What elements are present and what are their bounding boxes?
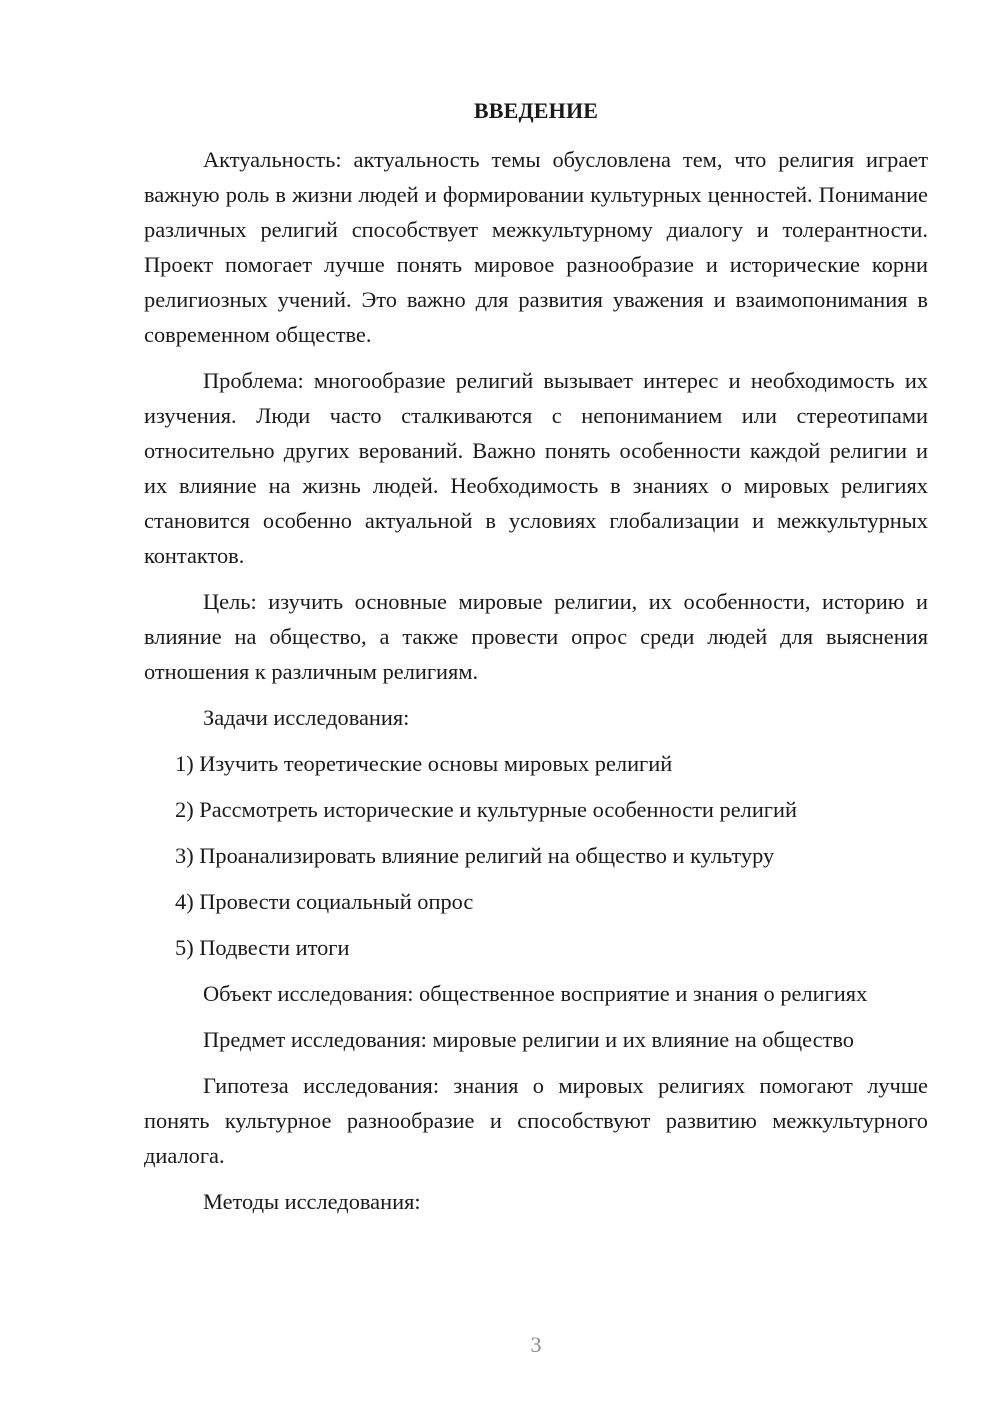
paragraph-object: Объект исследования: общественное восприятие и знания о религиях — [203, 981, 868, 1006]
page-number: 3 — [530, 1332, 542, 1357]
paragraph-methods: Методы исследования: — [203, 1189, 421, 1214]
body-text — [144, 142, 928, 1230]
paragraph-goal: Цель: изучить основные мировые религии, их особенности, историю и влияние на общество, а также провести опрос среди людей для выяснения отношения к различным религиям. — [144, 589, 928, 684]
paragraph-relevance: Актуальность: актуальность темы обусловлена тем, что религия играет важную роль в жизни людей и формировании культурных ценностей. Понимание различных религий способствует межкультурному диалогу и толерантности. Проект помогает лучше понять мировое разнообразие и исторические корни религиозных учений. Это важно для развития уважения и взаимопонимания в современном обществе. — [144, 147, 928, 347]
list-item: 4) Провести социальный опрос — [175, 889, 474, 914]
list-item: 5) Подвести итоги — [175, 935, 350, 960]
paragraph-tasks-heading: Задачи исследования: — [203, 705, 410, 730]
list-item: 2) Рассмотреть исторические и культурные особенности религий — [175, 797, 797, 822]
list-item: 3) Проанализировать влияние религий на общество и культуру — [175, 843, 775, 868]
list-item: 1) Изучить теоретические основы мировых религий — [175, 751, 673, 776]
page-title: ВВЕДЕНИЕ — [473, 98, 599, 123]
paragraph-subject: Предмет исследования: мировые религии и их влияние на общество — [203, 1027, 854, 1052]
tasks-list — [144, 746, 928, 965]
paragraph-hypothesis: Гипотеза исследования: знания о мировых религиях помогают лучше понять культурное разнообразие и способствуют развитию межкультурного диалога. — [144, 1073, 928, 1168]
paragraph-problem: Проблема: многообразие религий вызывает интерес и необходимость их изучения. Люди часто сталкиваются с непониманием или стереотипами относительно других верований. Важно понять особенности каждой религии и их влияние на жизнь людей. Необходимость в знаниях о мировых религиях становится особенно актуальной в условиях глобализации и межкультурных контактов. — [144, 368, 928, 568]
